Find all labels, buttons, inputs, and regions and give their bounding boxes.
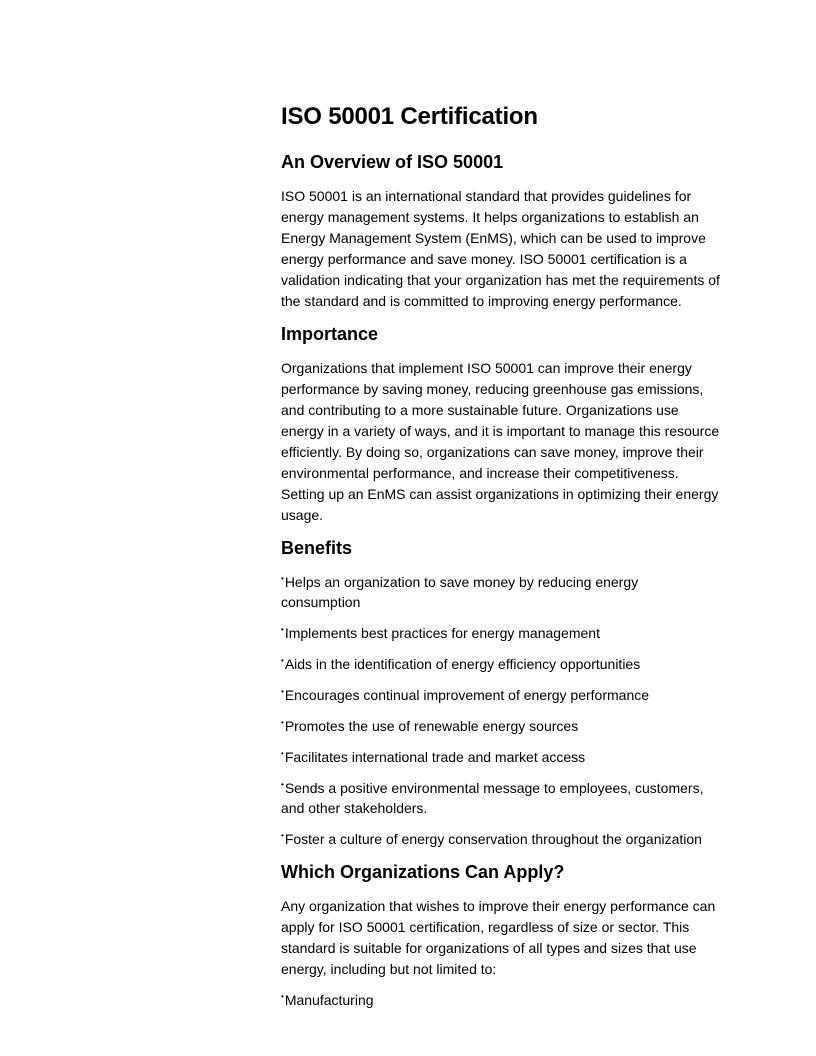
bullet-icon: • [281, 749, 284, 758]
section-heading-overview: An Overview of ISO 50001 [281, 152, 504, 172]
bullet-icon: • [281, 656, 284, 665]
bullet-icon: • [281, 831, 284, 840]
section-heading-importance: Importance [281, 324, 379, 344]
list-item: •Implements best practices for energy management [281, 625, 600, 641]
document-title: ISO 50001 Certification [281, 103, 538, 130]
list-item: •Helps an organization to save money by reducing energy consumption [281, 574, 639, 610]
list-item: •Promotes the use of renewable energy sources [281, 718, 579, 734]
list-item: •Sends a positive environmental message to employees, customers, and other stakeholders. [281, 780, 704, 816]
bullet-icon: • [281, 687, 284, 696]
bullet-icon: • [281, 780, 284, 789]
section-heading-who-can-apply: Which Organizations Can Apply? [281, 862, 565, 882]
list-item: •Foster a culture of energy conservation throughout the organization [281, 831, 702, 847]
list-item: •Encourages continual improvement of energy performance [281, 687, 650, 703]
applicant-types-list [281, 990, 721, 1010]
bullet-icon: • [281, 718, 284, 727]
list-item: •Aids in the identification of energy efficiency opportunities [281, 656, 641, 672]
document-page [281, 100, 721, 1021]
section-paragraph-importance: Organizations that implement ISO 50001 can improve their energy performance by saving money, reducing greenhouse gas emissions, and contributing to a more sustainable future. Organizations use energy in a variety of ways, and it is important to manage this resource efficiently. By doing so, organizations can save money, improve their environmental performance, and increase their competitiveness. Setting up an EnMS can assist organizations in optimizing their energy usage. [281, 360, 720, 523]
section-paragraph-overview: ISO 50001 is an international standard that provides guidelines for energy management systems. It helps organizations to establish an Energy Management System (EnMS), which can be used to improve energy performance and save money. ISO 50001 certification is a validation indicating that your organization has met the requirements of the standard and is committed to improving energy performance. [281, 188, 720, 309]
section-paragraph-who-can-apply: Any organization that wishes to improve their energy performance can apply for ISO 50001 certification, regardless of size or sector. This standard is suitable for organizations of all types and sizes that use energy, including but not limited to: [281, 898, 716, 977]
bullet-icon: • [281, 625, 284, 634]
benefits-list [281, 572, 721, 849]
bullet-icon: • [281, 992, 284, 1001]
bullet-icon: • [281, 574, 284, 583]
list-item: •Facilitates international trade and market access [281, 749, 586, 765]
list-item: •Manufacturing [281, 992, 374, 1008]
section-heading-benefits: Benefits [281, 538, 353, 558]
